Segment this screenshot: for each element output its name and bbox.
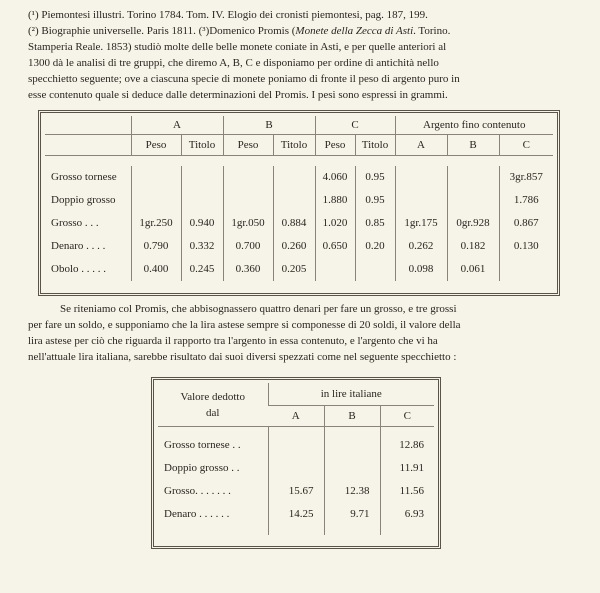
group-a-header: A bbox=[131, 116, 223, 135]
table-2 bbox=[158, 383, 434, 535]
row-label: Denaro . . . . bbox=[51, 240, 106, 252]
table-1-frame bbox=[38, 110, 560, 296]
footnote-3-pre: Domenico Promis ( bbox=[209, 25, 296, 37]
table-1-sub-header bbox=[45, 135, 553, 156]
table-cell bbox=[268, 433, 324, 456]
table-cell: 0.650 bbox=[315, 235, 355, 258]
table-cell: 0.360 bbox=[223, 258, 273, 281]
table-cell: 0.95 bbox=[355, 166, 395, 189]
table-row bbox=[158, 433, 434, 456]
table-cell: 0.182 bbox=[447, 235, 499, 258]
footnote-1-mark: (¹) bbox=[28, 9, 39, 21]
table-cell bbox=[268, 456, 324, 479]
footnote-1 bbox=[28, 8, 576, 22]
subheader: C bbox=[499, 135, 553, 156]
middle-line-3: lira astese per ciò che riguarda il rapporto tra l'argento in essa contenuto, e l'argento che vi ha bbox=[28, 335, 438, 347]
table-cell: 0.85 bbox=[355, 212, 395, 235]
table-cell: 1gr.050 bbox=[223, 212, 273, 235]
table-cell: 0.700 bbox=[223, 235, 273, 258]
table-cell: 0.940 bbox=[181, 212, 223, 235]
middle-line-2: per fare un soldo, e supponiamo che la lira astese sempre si componesse di 20 soldi, il valore della bbox=[28, 319, 461, 331]
table-2-group-header: in lire italiane bbox=[268, 383, 434, 406]
table-cell: 0.061 bbox=[447, 258, 499, 281]
table-cell: 11.56 bbox=[380, 479, 434, 502]
table-cell: 0.262 bbox=[395, 235, 447, 258]
subheader: Peso bbox=[223, 135, 273, 156]
table-cell: 1.020 bbox=[315, 212, 355, 235]
subheader: A bbox=[268, 406, 324, 427]
table-cell bbox=[181, 166, 223, 189]
table-2-header bbox=[158, 383, 434, 406]
intro-line-2: 1300 dà le analisi di tre gruppi, che diremo A, B, C e disponiamo per ordine di antichità nello bbox=[28, 57, 439, 69]
table-cell bbox=[324, 456, 380, 479]
table-2-frame bbox=[151, 377, 441, 549]
table-cell: 1.786 bbox=[499, 189, 553, 212]
row-label: Obolo . . . . . bbox=[51, 263, 106, 275]
table-cell bbox=[131, 189, 181, 212]
table-1-group-header bbox=[45, 116, 553, 135]
subheader: Titolo bbox=[273, 135, 315, 156]
table-cell: 11.91 bbox=[380, 456, 434, 479]
table-cell: 0.260 bbox=[273, 235, 315, 258]
table-cell: 1gr.175 bbox=[395, 212, 447, 235]
table-row bbox=[158, 502, 434, 525]
table-cell: 4.060 bbox=[315, 166, 355, 189]
footnote-3-title: Monete della Zecca di Asti bbox=[295, 25, 414, 37]
subheader: B bbox=[447, 135, 499, 156]
table-cell bbox=[355, 258, 395, 281]
table-cell bbox=[315, 258, 355, 281]
table-cell: 0.884 bbox=[273, 212, 315, 235]
row-label: Grosso. . . . . . . bbox=[164, 484, 231, 497]
table-cell bbox=[447, 166, 499, 189]
subheader: Titolo bbox=[355, 135, 395, 156]
table-cell bbox=[223, 166, 273, 189]
table-cell bbox=[223, 189, 273, 212]
footnote-2 bbox=[28, 24, 576, 38]
subheader: Titolo bbox=[181, 135, 223, 156]
intro-line-4: esse contenuto quale si deduce dalle determinazioni del Promis. I pesi sono espressi in grammi. bbox=[28, 89, 448, 101]
table-cell bbox=[131, 166, 181, 189]
intro-line-3: specchietto seguente; ove a ciascuna specie di monete poniamo di fronte il peso di argento puro in bbox=[28, 73, 460, 85]
subheader: B bbox=[324, 406, 380, 427]
table-1 bbox=[45, 116, 553, 291]
footnote-1-text: Piemontesi illustri. Torino 1784. Tom. IV. Elogio dei cronisti piemontesi, pag. 187, 199. bbox=[41, 9, 428, 21]
footnote-2-mark: (²) bbox=[28, 25, 39, 37]
table-cell: 14.25 bbox=[268, 502, 324, 525]
group-b-header: B bbox=[223, 116, 315, 135]
table-cell bbox=[447, 189, 499, 212]
subheader: Peso bbox=[315, 135, 355, 156]
table-cell: 0.098 bbox=[395, 258, 447, 281]
table-2-label-line-2: dal bbox=[206, 406, 220, 419]
table-cell: 3gr.857 bbox=[499, 166, 553, 189]
table-cell bbox=[395, 189, 447, 212]
middle-line-4: nell'attuale lira italiana, sarebbe risultato dai suoi diversi spezzati come nel seguente specchietto : bbox=[28, 351, 457, 363]
row-label: Grosso . . . bbox=[51, 217, 99, 229]
table-row bbox=[45, 212, 553, 235]
footnote-2-text: Biographie universelle. Paris 1811. bbox=[41, 25, 196, 37]
footnote-3-mark: (³) bbox=[198, 25, 210, 37]
table-cell: 12.86 bbox=[380, 433, 434, 456]
table-cell bbox=[273, 189, 315, 212]
table-cell: 12.38 bbox=[324, 479, 380, 502]
table-row bbox=[45, 166, 553, 189]
table-cell bbox=[499, 258, 553, 281]
row-label: Grosso tornese . . bbox=[164, 438, 241, 451]
subheader: Peso bbox=[131, 135, 181, 156]
row-label: Denaro . . . . . . bbox=[164, 507, 230, 520]
table-cell: 0.245 bbox=[181, 258, 223, 281]
table-cell: 1gr.250 bbox=[131, 212, 181, 235]
table-row bbox=[45, 258, 553, 281]
table-cell: 15.67 bbox=[268, 479, 324, 502]
table-cell: 6.93 bbox=[380, 502, 434, 525]
table-cell: 9.71 bbox=[324, 502, 380, 525]
table-cell: 0gr.928 bbox=[447, 212, 499, 235]
table-cell bbox=[324, 433, 380, 456]
table-row bbox=[45, 189, 553, 212]
group-c-header: C bbox=[315, 116, 395, 135]
table-2-label-header bbox=[158, 383, 268, 427]
table-cell: 0.332 bbox=[181, 235, 223, 258]
table-2-label-line-1: Valore dedotto bbox=[180, 390, 245, 403]
table-cell: 0.130 bbox=[499, 235, 553, 258]
group-argento-header: Argento fino contenuto bbox=[395, 116, 553, 135]
table-cell: 0.20 bbox=[355, 235, 395, 258]
row-label: Doppio grosso bbox=[51, 194, 116, 206]
table-cell: 1.880 bbox=[315, 189, 355, 212]
table-cell: 0.790 bbox=[131, 235, 181, 258]
middle-line-1: Se riteniamo col Promis, che abbisognassero quattro denari per fare un grosso, e tre grossi bbox=[60, 303, 457, 315]
row-label: Grosso tornese bbox=[51, 171, 117, 183]
table-row bbox=[158, 479, 434, 502]
table-cell: 0.400 bbox=[131, 258, 181, 281]
table-cell bbox=[273, 166, 315, 189]
table-cell bbox=[181, 189, 223, 212]
table-cell: 0.867 bbox=[499, 212, 553, 235]
table-cell bbox=[395, 166, 447, 189]
table-row bbox=[158, 456, 434, 479]
footnote-3-post: . Torino. bbox=[413, 25, 451, 37]
subheader: A bbox=[395, 135, 447, 156]
table-row bbox=[45, 235, 553, 258]
intro-line-1: Stamperia Reale. 1853) studiò molte delle belle monete coniate in Asti, e per quelle anteriori al bbox=[28, 41, 447, 53]
table-cell: 0.205 bbox=[273, 258, 315, 281]
table-cell: 0.95 bbox=[355, 189, 395, 212]
subheader: C bbox=[380, 406, 434, 427]
row-label: Doppio grosso . . bbox=[164, 461, 240, 474]
